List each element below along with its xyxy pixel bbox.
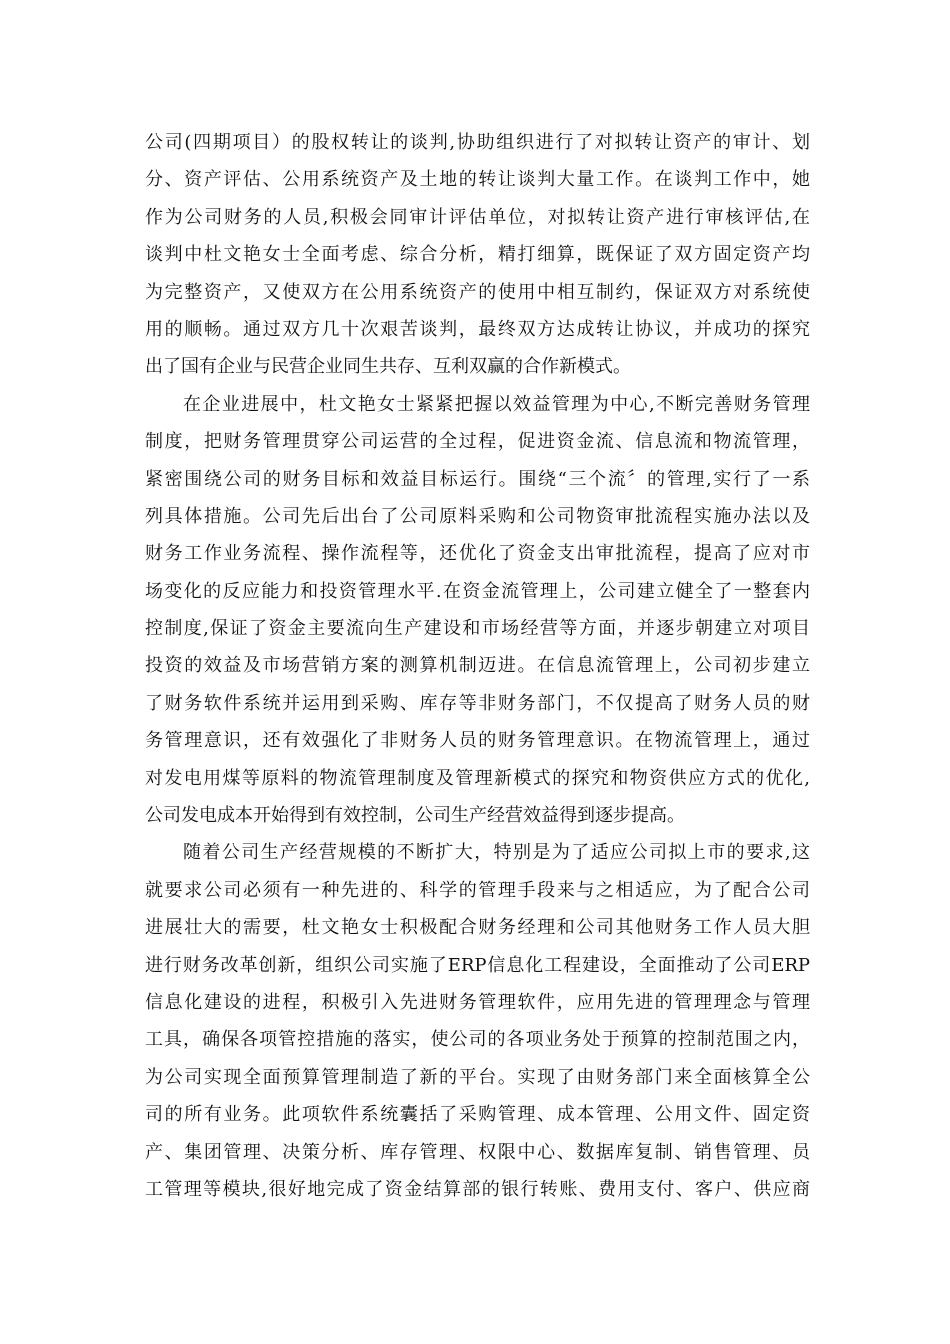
text-line: 公司发电成本开始得到有效控制，公司生产经营效益得到逐步提高。 [145, 805, 685, 827]
text-line: 信息化建设的进程，积极引入先进财务管理软件，应用先进的管理理念与管理 [145, 991, 810, 1013]
text-line: 为公司实现全面预算管理制造了新的平台。实现了由财务部门来全面核算全公 [145, 1066, 810, 1088]
text-line: 为完整资产，又使双方在公用系统资产的使用中相互制约，保证双方对系统使 [145, 281, 810, 303]
text-line: 用的顺畅。通过双方几十次艰苦谈判，最终双方达成转让协议，并成功的探究 [145, 318, 810, 340]
text-line: 场变化的反应能力和投资管理水平.在资金流管理上，公司建立健全了一整套内 [145, 580, 810, 602]
text-line: 出了国有企业与民营企业同生共存、互利双赢的合作新模式。 [145, 356, 631, 378]
text-line: 投资的效益及市场营销方案的测算机制迈进。在信息流管理上，公司初步建立 [145, 655, 810, 677]
text-line: 随着公司生产经营规模的不断扩大，特别是为了适应公司拟上市的要求,这 [183, 842, 810, 864]
text-line: 工管理等模块,很好地完成了资金结算部的银行转账、费用支付、客户、供应商 [145, 1178, 810, 1200]
text-line: 在企业进展中，杜文艳女士紧紧把握以效益管理为中心,不断完善财务管理 [183, 393, 810, 415]
text-line: 司的所有业务。此项软件系统囊括了采购管理、成本管理、公用文件、固定资 [145, 1104, 810, 1126]
text-line: 控制度,保证了资金主要流向生产建设和市场经营等方面，并逐步朝建立对项目 [145, 618, 810, 640]
text-line: 了财务软件系统并运用到采购、库存等非财务部门，不仅提高了财务人员的财 [145, 692, 810, 714]
text-line: 制度，把财务管理贯穿公司运营的全过程，促进资金流、信息流和物流管理， [145, 431, 810, 453]
text-line: 对发电用煤等原料的物流管理制度及管理新模式的探究和物资供应方式的优化, [145, 767, 810, 789]
text-line: 就要求公司必须有一种先进的、科学的管理手段来与之相适应，为了配合公司 [145, 879, 810, 901]
text-line: 财务工作业务流程、操作流程等，还优化了资金支出审批流程，提高了应对市 [145, 543, 810, 565]
text-line: 作为公司财务的人员,积极会同审计评估单位，对拟转让资产进行审核评估,在 [145, 206, 810, 228]
text-line: 紧密围绕公司的财务目标和效益目标运行。围绕“三个流〞的管理,实行了一系 [145, 468, 810, 490]
text-line: 务管理意识，还有效强化了非财务人员的财务管理意识。在物流管理上，通过 [145, 730, 810, 752]
text-line: 产、集团管理、决策分析、库存管理、权限中心、数据库复制、销售管理、员 [145, 1141, 810, 1163]
text-line: 进展壮大的需要，杜文艳女士积极配合财务经理和公司其他财务工作人员大胆 [145, 917, 810, 939]
text-line: 工具，确保各项管控措施的落实，使公司的各项业务处于预算的控制范围之内， [145, 1029, 810, 1051]
text-line: 列具体措施。公司先后出台了公司原料采购和公司物资审批流程实施办法以及 [145, 505, 810, 527]
text-line: 分、资产评估、公用系统资产及土地的转让谈判大量工作。在谈判工作中，她 [145, 169, 810, 191]
text-line: 公司(四期项目）的股权转让的谈判,协助组织进行了对拟转让资产的审计、划 [145, 132, 810, 153]
text-line: 谈判中杜文艳女士全面考虑、综合分析，精打细算，既保证了双方固定资产均 [145, 244, 810, 266]
text-line: 进行财务改革创新，组织公司实施了ERP信息化工程建设，全面推动了公司ERP [145, 954, 810, 976]
body-text [145, 124, 810, 1208]
